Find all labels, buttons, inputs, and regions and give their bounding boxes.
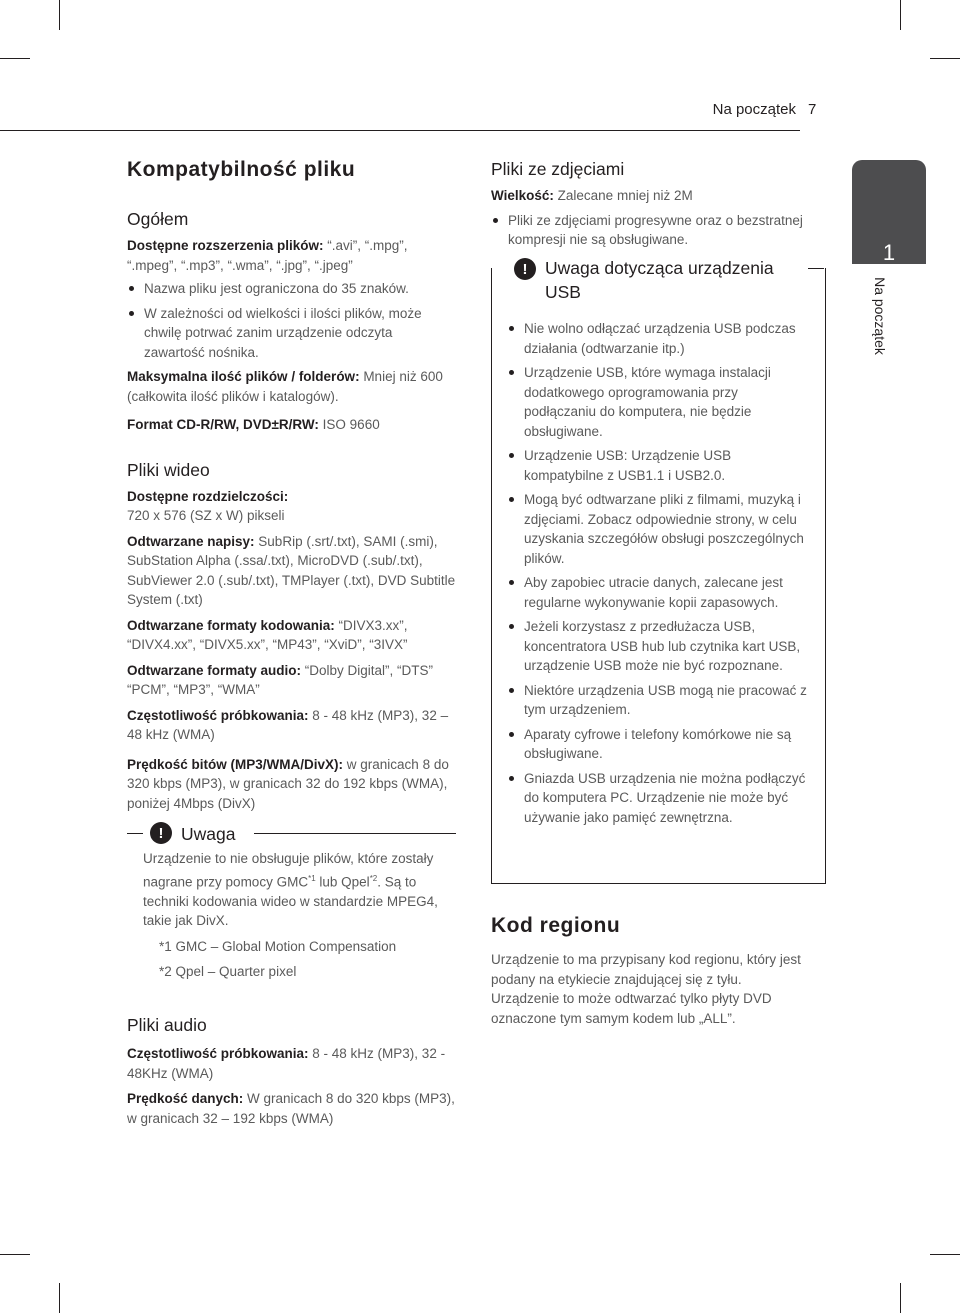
header-section: Na początek [712, 101, 796, 118]
photo-size-value: Zalecane mniej niż 2M [553, 188, 693, 203]
list-item: Niektóre urządzenia USB mogą nie pracować z tym urządzeniem. [507, 681, 812, 720]
audio-format-label: Odtwarzane formaty audio: [127, 662, 302, 678]
crop-mark [930, 58, 960, 59]
crop-mark [59, 1283, 60, 1313]
codec-label: Odtwarzane formaty kodowania: [127, 617, 335, 633]
region-text: Urządzenie to ma przypisany kod regionu, który jest podany na etykiecie znajdującej się z tyłu. Urządzenie to może odtwarzać tylko płyty DVD oznaczone tym samym kodem lub „ALL”. [491, 952, 801, 1026]
video-heading: Pliki wideo [127, 459, 210, 480]
chapter-label: Na początek [872, 277, 888, 355]
audio-rate-para [127, 1089, 457, 1128]
crop-mark [900, 0, 901, 30]
ext-label: Dostępne rozszerzenia plików: [127, 238, 324, 253]
photo-size-para [491, 186, 826, 206]
audio-format-value: “Dolby Digital”, “DTS” “PCM”, “MP3”, “WMA” [127, 662, 434, 697]
crop-mark [0, 58, 30, 59]
photo-heading: Pliki ze zdjęciami [491, 159, 625, 179]
list-item: Mogą być odtwarzane pliki z filmami, muzyką i zdjęciami. Zobacz odpowiednie strony, w celu uzyskania szczegółów obsługi poszczególnych plików. [507, 490, 812, 568]
bitrate-value: w granicach 8 do 320 kbps (MP3), w granicach 32 do 192 kbps (WMA), poniżej 4Mbps (DivX) [127, 756, 449, 811]
usb-note-header [514, 256, 808, 304]
bitrate-label: Prędkość bitów (MP3/WMA/DivX): [127, 756, 344, 772]
usb-rule-right [806, 268, 824, 269]
caution-rule-left [127, 833, 143, 834]
footnote-gmc: *1 GMC – Global Motion Compensation [159, 938, 397, 954]
caution-body [143, 849, 448, 982]
crop-mark [900, 1283, 901, 1313]
general-heading: Ogółem [127, 209, 189, 229]
audio-rate-value: W granicach 8 do 320 kbps (MP3), w granicach 32 – 192 kbps (WMA) [127, 1091, 455, 1126]
caution-text: Urządzenie to nie obsługuje plików, które zostały nagrane przy pomocy GMC$^{*1}$ lub Qpel$^{*2}$. Są to techniki kodowania wideo w standardzie MPEG4, takie jak DivX. [143, 851, 438, 928]
list-item: W zależności od wielkości i ilości plików, może chwilę potrwać zanim urządzenie odczyta zawartość nośnika. [127, 304, 457, 363]
warning-icon: ! [150, 822, 172, 844]
audio-sampling-para [127, 1044, 457, 1083]
list-item: Aby zapobiec utracie danych, zalecane jest regularne wykonywanie kopii zapasowych. [507, 573, 812, 612]
warning-icon: ! [514, 258, 536, 280]
codec-value: “DIVX3.xx”, “DIVX4.xx”, “DIVX5.xx”, “MP43”, “XviD”, “3IVX” [127, 617, 408, 652]
audio-section [127, 1014, 457, 1128]
freq-label: Częstotliwość próbkowania: [127, 707, 309, 723]
page-title: Kompatybilność pliku [127, 158, 356, 181]
extensions-para [127, 236, 457, 275]
audio-freq-value: 8 - 48 kHz (MP3), 32 - 48KHz (WMA) [127, 1046, 446, 1081]
format-value: ISO 9660 [318, 417, 380, 432]
res-value: 720 x 576 (SZ x W) pikseli [127, 508, 285, 523]
photo-size-label: Wielkość: [491, 188, 554, 203]
usb-note-body [507, 319, 812, 832]
list-item: Nazwa pliku jest ograniczona do 35 znaków. [127, 279, 457, 299]
photo-bullets [491, 211, 826, 250]
list-item: Urządzenie USB: Urządzenie USB kompatybilne z USB1.1 i USB2.0. [507, 446, 812, 485]
page-number: 7 [808, 101, 817, 118]
bitrate-para [127, 755, 457, 814]
max-value: Mniej niż 600 (całkowita ilość plików i katalogów). [127, 369, 443, 404]
left-column [127, 158, 457, 813]
freq-value: 8 - 48 kHz (MP3), 32 – 48 kHz (WMA) [127, 707, 449, 742]
caution-title: Uwaga [181, 824, 236, 844]
crop-mark [59, 0, 60, 30]
format-label: Format CD-R/RW, DVD±R/RW: [127, 417, 319, 432]
footnote-qpel: *2 Qpel – Quarter pixel [159, 964, 297, 979]
caution-header [150, 822, 235, 846]
list-item: Nie wolno odłączać urządzenia USB podczas działania (odtwarzanie itp.) [507, 319, 812, 358]
format-para [127, 415, 457, 435]
audio-rate-label: Prędkość danych: [127, 1091, 244, 1106]
max-label: Maksymalna ilość plików / folderów: [127, 369, 360, 384]
general-bullets [127, 279, 457, 362]
crop-mark [930, 1254, 960, 1255]
max-files-para [127, 367, 457, 406]
list-item: Gniazda USB urządzenia nie można podłączyć do komputera PC. Urządzenie nie może być używanie jako pamięć zewnętrzna. [507, 769, 812, 828]
resolution-para [127, 487, 457, 526]
crop-mark [0, 1254, 30, 1255]
ext-value: “.avi”, “.mpg”, [323, 238, 408, 253]
codec-para [127, 616, 457, 655]
sampling-para [127, 706, 457, 745]
usb-note-title: Uwaga dotycząca urządzenia USB [545, 258, 774, 302]
chapter-number: 1 [882, 240, 896, 265]
audio-format-para [127, 661, 457, 700]
caution-rule-right [254, 833, 456, 834]
photo-section [491, 158, 826, 255]
region-section [491, 914, 811, 1028]
header-rule [0, 130, 800, 131]
ext-value-2: “.mpeg”, “.mp3”, “.wma”, “.jpg”, “.jpeg” [127, 257, 353, 273]
subtitles-para [127, 532, 457, 610]
region-heading: Kod regionu [491, 914, 621, 937]
subs-label: Odtwarzane napisy: [127, 533, 255, 549]
subs-value: SubRip (.srt/.txt), SAMI (.smi), SubStation Alpha (.ssa/.txt), MicroDVD (.sub/.txt), SubViewer 2.0 (.sub/.txt), TMPlayer (.txt), DVD Subtitle System (.txt) [127, 533, 456, 607]
list-item: Urządzenie USB, które wymaga instalacji dodatkowego oprogramowania przy podłączaniu do komputera, nie będzie obsługiwane. [507, 363, 812, 441]
list-item: Aparaty cyfrowe i telefony komórkowe nie są obsługiwane. [507, 725, 812, 764]
list-item: Pliki ze zdjęciami progresywne oraz o bezstratnej kompresji nie są obsługiwane. [491, 211, 826, 250]
res-label: Dostępne rozdzielczości: [127, 488, 289, 504]
usb-bullets [507, 319, 812, 827]
list-item: Jeżeli korzystasz z przedłużacza USB, koncentratora USB hub lub czytnika kart USB, urządzenie USB może nie być rozpoznane. [507, 617, 812, 676]
audio-heading: Pliki audio [127, 1015, 207, 1035]
audio-freq-label: Częstotliwość próbkowania: [127, 1046, 309, 1061]
